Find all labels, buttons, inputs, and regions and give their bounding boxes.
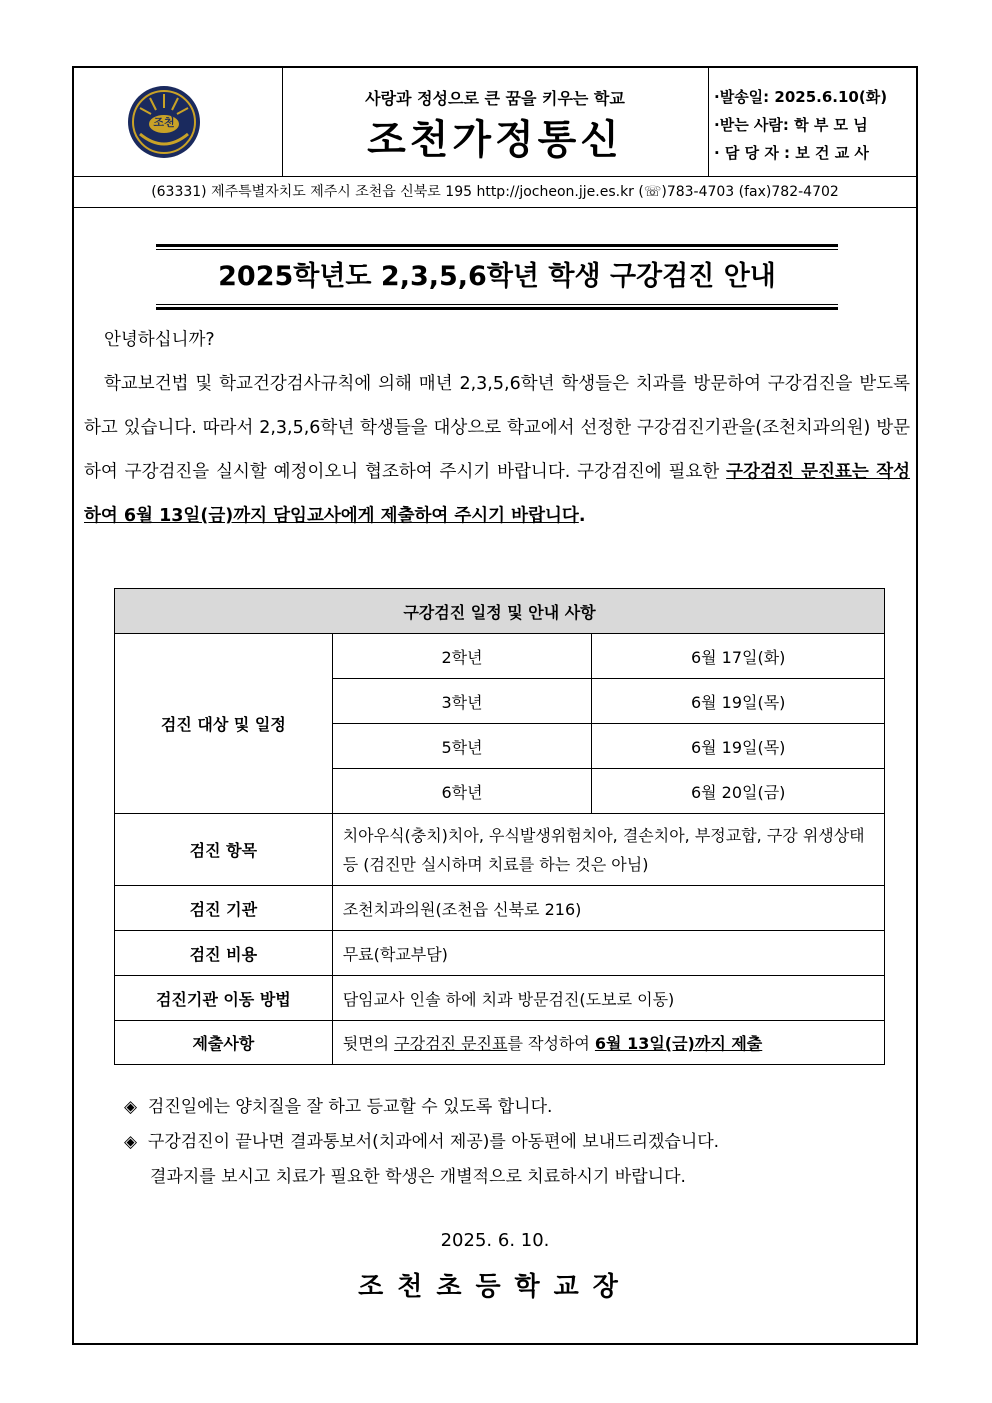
principal-signature: 조천초등학교장 [358, 1272, 632, 1302]
cost-value: 무료(학교부담) [332, 931, 884, 976]
schedule-label: 검진 대상 및 일정 [115, 634, 333, 814]
slogan: 사랑과 정성으로 큰 꿈을 키우는 학교 [365, 89, 625, 108]
body-paragraph [84, 362, 910, 538]
body-underline: 구강검진 문진표는 작성하여 6월 13일(금)까지 담임교사에게 제출하여 주시기 바랍니다 [84, 462, 911, 526]
move-label: 검진기관 이동 방법 [115, 976, 333, 1021]
schedule-date: 6월 19일(목) [592, 724, 885, 769]
notes [124, 1090, 904, 1195]
schedule-date: 6월 20일(금) [592, 769, 885, 814]
submit-underline-2: 6월 13일(금)까지 제출 [594, 1034, 763, 1053]
body-end: . [578, 506, 586, 526]
doc-title-box [156, 244, 838, 310]
schedule-date: 6월 19일(목) [592, 679, 885, 724]
submit-prefix: 뒷면의 [342, 1034, 395, 1053]
emblem-text: 조천 [153, 116, 175, 129]
bullet-icon: ◈ [124, 1132, 138, 1152]
move-value: 담임교사 인솔 하에 치과 방문검진(도보로 이동) [332, 976, 884, 1021]
bullet-icon: ◈ [124, 1097, 138, 1117]
submit-value [332, 1021, 884, 1065]
title-cell [282, 68, 709, 176]
schedule-date: 6월 17일(화) [592, 634, 885, 679]
cost-label: 검진 비용 [115, 931, 333, 976]
items-value: 치아우식(충치)치아, 우식발생위험치아, 결손치아, 부정교합, 구강 위생상태 등 (검진만 실시하며 치료를 하는 것은 아님) [332, 814, 884, 886]
submit-label: 제출사항 [115, 1021, 333, 1065]
document-frame [72, 66, 918, 1345]
exam-info-table [114, 588, 885, 1065]
body-start: 학교보건법 및 학교건강검사규칙에 의해 매년 2,3,5,6학년 학생들은 치과를 방문하여 구강검진을 받도록 하고 있습니다. 따라서 2,3,5,6학년 학생들을 대상으로 학교에서 선정한 구강검진기관을(조천치과의원) 방문하여 구강검진을 실시할 예정이오니 협조하여 주시기 바랍니다. 구강검진에 필요한 [84, 374, 910, 482]
send-date: ·발송일: 2025.6.10(화) [714, 88, 888, 106]
items-label: 검진 항목 [115, 814, 333, 886]
note-text: 구강검진이 끝나면 결과통보서(치과에서 제공)를 아동편에 보내드리겠습니다. [147, 1132, 720, 1152]
person-in-charge: · 담 당 자 : 보 건 교 사 [714, 144, 869, 162]
submit-mid: 를 작성하여 [507, 1034, 595, 1053]
schedule-grade: 6학년 [332, 769, 592, 814]
school-address: (63331) 제주특별자치도 제주시 조천읍 신북로 195 http://jocheon.jje.es.kr (☏)783-4703 (fax)782-4702 [74, 177, 916, 208]
newsletter-header [74, 68, 916, 177]
org-label: 검진 기관 [115, 886, 333, 931]
note-continuation: 결과지를 보시고 치료가 필요한 학생은 개별적으로 치료하시기 바랍니다. [150, 1167, 686, 1187]
note-text: 검진일에는 양치질을 잘 하고 등교할 수 있도록 합니다. [147, 1097, 553, 1117]
note-item [124, 1090, 904, 1125]
newsletter-title: 조천가정통신 [367, 117, 623, 163]
submit-underline-1: 구강검진 문진표 [394, 1034, 508, 1053]
schedule-grade: 2학년 [332, 634, 592, 679]
recipient: ·받는 사람: 학 부 모 님 [714, 116, 868, 134]
org-value: 조천치과의원(조천읍 신북로 216) [332, 886, 884, 931]
issue-date: 2025. 6. 10. [440, 1230, 550, 1251]
logo-cell [74, 68, 283, 176]
note-item [124, 1125, 904, 1160]
meta-cell [708, 68, 916, 176]
greeting: 안녕하십니까? [104, 330, 215, 350]
schedule-grade: 3학년 [332, 679, 592, 724]
table-header: 구강검진 일정 및 안내 사항 [115, 589, 885, 634]
doc-title: 2025학년도 2,3,5,6학년 학생 구강검진 안내 [218, 261, 776, 292]
schedule-grade: 5학년 [332, 724, 592, 769]
